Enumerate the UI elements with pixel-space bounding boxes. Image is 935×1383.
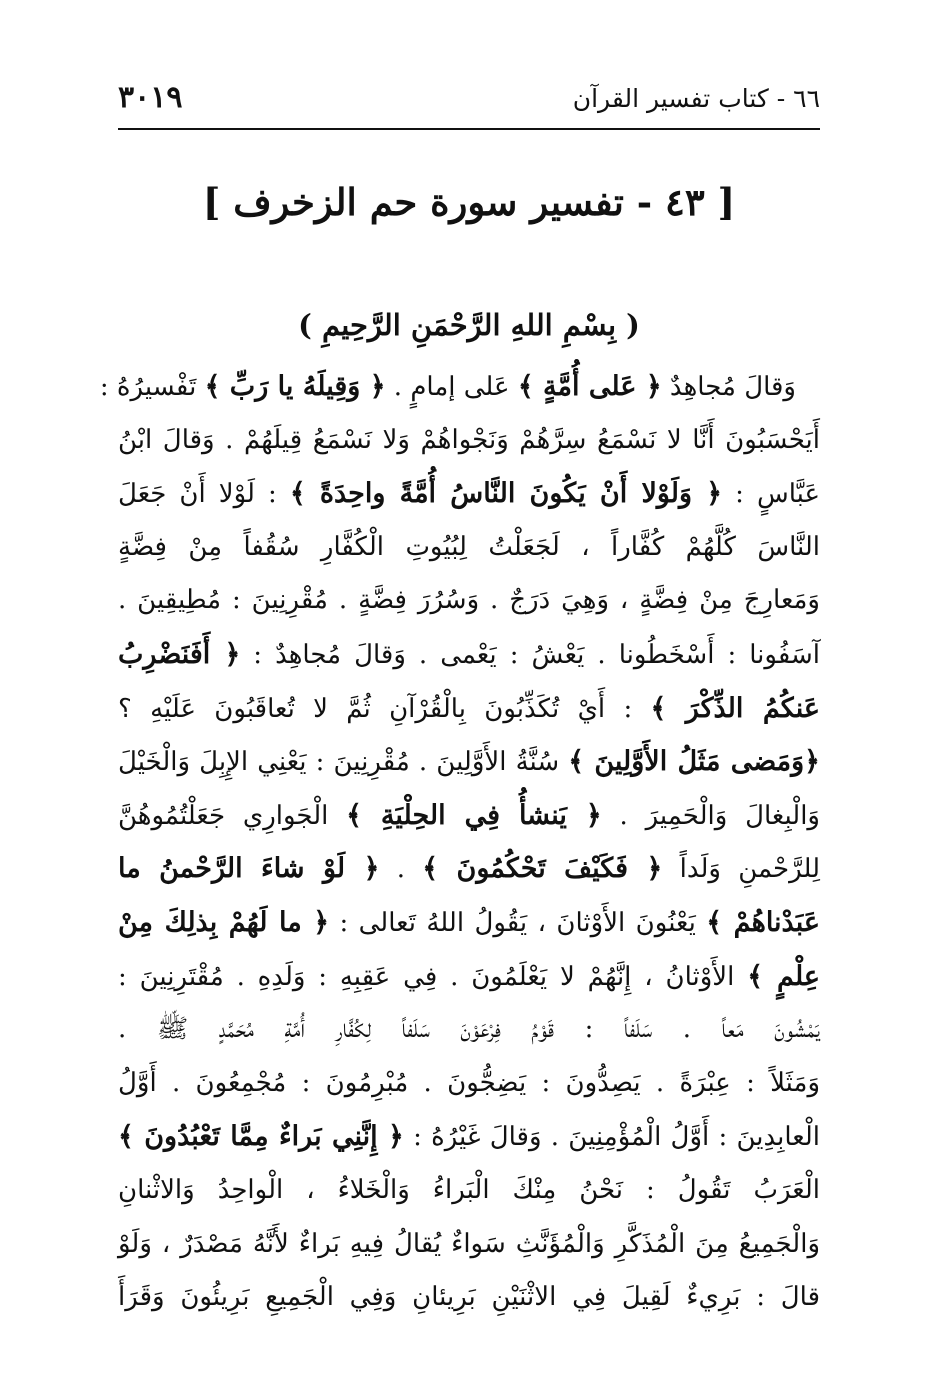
quran-quote: ﴿ عَلى أُمَّةٍ ﴾ <box>517 371 662 402</box>
quran-quote: ﴿ وَلَوْلا أَنْ يَكُونَ النَّاسُ أُمَّةً واحِدَةً ﴾ <box>289 478 723 510</box>
running-title: ٦٦ - كتاب تفسير القرآن <box>572 84 820 113</box>
commentary-text: أَيَحْسَبُونَ أَنَّا لا نَسْمَعُ سِرَّهُمْ وَنَجْواهُمْ وَلا نَسْمَعُ قِيلَهُمْ . وَقالَ ابْنُ <box>118 424 820 455</box>
commentary-text: قالَ : بَرِيءٌ لَقِيلَ فِي الاثْنَيْنِ بَرِيئانِ وَفِي الْجَمِيعِ بَرِيئُونَ وَقَرَأَ <box>118 1282 820 1313</box>
text-line <box>118 896 820 950</box>
commentary-text: وَمَثَلاً : عِبْرَةً . يَصِدُّونَ : يَضِجُّونَ . مُبْرِمُونَ : مُجْمِعُونَ . أَوَّلُ <box>118 1067 820 1098</box>
commentary-text: يَمْشُونَ مَعاً . سَلَفاً : قَوْمُ فِرْعَوْنَ سَلَفاً لِكُفَّارِ أُمَّةِ مُحَمَّدٍ ﷺ . <box>118 1014 820 1045</box>
text-line <box>99 360 820 414</box>
commentary-text: الْجَوارِي جَعَلْتُمُوهُنَّ <box>118 800 347 831</box>
commentary-text: الأَوْثانُ ، إِنَّهُمْ لا يَعْلَمُونَ . فِي عَقِبِهِ : وَلَدِهِ . مُقْتَرِنِينَ : <box>118 961 748 992</box>
commentary-text: النَّاسَ كُلَّهُمْ كُفَّاراً ، لَجَعَلْتُ لِبُيُوتِ الْكُفَّارِ سُقُفاً مِنْ فِضَّةٍ <box>118 531 820 562</box>
quran-quote: ﴿ لَوْ شاءَ الرَّحْمنُ ما <box>118 853 380 885</box>
quran-quote: ﴿وَمَضى مَثَلُ الأَوَّلِينَ ﴾ <box>568 746 820 778</box>
text-line <box>118 467 820 521</box>
quran-quote: ﴿ وَقِيلَهُ يا رَبِّ ﴾ <box>204 371 386 402</box>
page-number: ٣٠١٩ <box>118 80 183 115</box>
commentary-text: آسَفُونا : أَسْخَطُونا . يَعْشُ : يَعْمى . وَقالَ مُجاهِدٌ : <box>240 639 820 670</box>
text-line <box>118 521 820 575</box>
text-line <box>118 414 820 468</box>
commentary-text: لِلرَّحْمنِ وَلَداً <box>662 854 821 885</box>
quran-quote: عِلْمٍ ﴾ <box>747 960 821 992</box>
header-rule <box>118 128 820 130</box>
commentary-text: الْعَرَبُ تَقُولُ : نَحْنُ مِنْكَ الْبَراءُ وَالْخَلاءُ ، الْواحِدُ وَالاثْنانِ <box>118 1174 820 1205</box>
commentary-text: عَبَّاسٍ : <box>722 479 821 510</box>
body-text <box>99 360 821 1325</box>
commentary-text: : لَوْلا أَنْ جَعَلَ <box>118 479 290 510</box>
commentary-text: يَعْنُونَ الأَوْثانَ ، يَقُولُ اللهُ تَعالى : <box>329 907 707 938</box>
quran-quote: ﴿ إِنَّنِي بَراءٌ مِمَّا تَعْبُدُونَ ﴾ <box>118 1121 404 1153</box>
text-line <box>118 1003 820 1057</box>
commentary-text: وَالْبِغالَ وَالْحَمِيرَ . <box>601 800 820 831</box>
text-line <box>118 628 820 682</box>
chapter-title: [ ٤٣ - تفسير سورة حم الزخرف ] <box>202 180 736 224</box>
commentary-text: الْعابِدِينَ : أَوَّلُ الْمُؤْمِنِينَ . وَقالَ غَيْرُهُ : <box>403 1122 820 1153</box>
commentary-text: عَلى إمامٍ . <box>385 372 518 402</box>
commentary-text: . <box>379 854 423 885</box>
text-line <box>118 1218 820 1272</box>
quran-quote: ﴿ يَنشأُ فِي الحِلْيَةِ ﴾ <box>346 799 602 831</box>
text-line <box>118 1164 820 1218</box>
commentary-text: سُنَّةُ الأَوَّلِينَ . مُقْرِنِينَ : يَعْنِي الإِبِلَ وَالْخَيْلَ <box>118 747 569 778</box>
text-line <box>118 735 820 789</box>
quran-quote: عَنكُمُ الذِّكْرَ ﴾ <box>650 692 820 724</box>
quran-quote: ﴿ فَكَيْفَ تَحْكُمُونَ ﴾ <box>422 853 663 885</box>
commentary-text: وَمَعارِجَ مِنْ فِضَّةٍ ، وَهِيَ دَرَجٌ . وَسُرُرَ فِضَّةٍ . مُقْرِنِينَ : مُطِيقِينَ . <box>118 585 820 616</box>
text-line <box>118 1057 820 1111</box>
basmala: ( بِسْمِ اللهِ الرَّحْمَنِ الرَّحِيمِ ) <box>298 308 640 342</box>
commentary-text: : أَيْ تُكَذِّبُونَ بِالْقُرْآنِ ثُمَّ لا تُعاقَبُونَ عَلَيْهِ ؟ <box>118 693 651 724</box>
text-line <box>118 682 820 736</box>
commentary-text: وَالْجَمِيعُ مِنَ الْمُذَكَّرِ وَالْمُؤَنَّثِ سَواءٌ يُقالُ فِيهِ بَراءٌ لأَنَّهُ مَصْدَرٌ ، وَلَوْ <box>118 1228 820 1259</box>
commentary-text: تَفْسيرُهُ : <box>99 372 205 402</box>
text-line <box>118 842 820 896</box>
page-header <box>118 80 820 124</box>
text-line <box>118 789 820 843</box>
text-line <box>118 1271 820 1325</box>
text-line <box>118 1110 820 1164</box>
text-line <box>118 950 820 1004</box>
quran-quote: ﴿ أَفَنَضْرِبُ <box>118 638 241 670</box>
quran-quote: عَبَدْناهُمْ ﴾ <box>706 906 820 938</box>
quran-quote: ﴿ ما لَهُمْ بِذلِكَ مِنْ <box>118 906 330 938</box>
text-line <box>118 574 820 628</box>
commentary-text: وَقالَ مُجاهِدٌ <box>661 372 796 402</box>
